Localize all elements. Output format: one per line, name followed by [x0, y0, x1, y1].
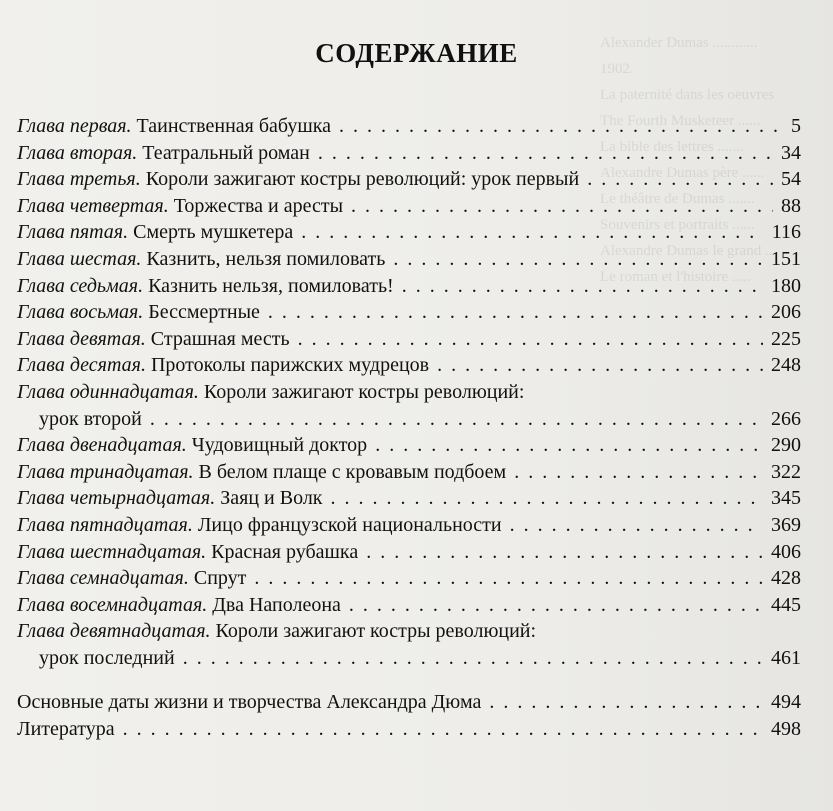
page-number: 225	[771, 327, 801, 350]
page-title: СОДЕРЖАНИЕ	[315, 38, 518, 68]
toc-entry-continuation	[17, 645, 801, 672]
dot-leader	[318, 140, 773, 167]
dot-leader	[150, 406, 763, 433]
toc-entry	[17, 485, 801, 512]
dot-leader	[254, 565, 763, 592]
page-number: 461	[771, 646, 801, 669]
toc-entry	[17, 326, 801, 353]
chapter-title: Лицо французской национальности	[192, 513, 502, 536]
page-number: 88	[781, 194, 801, 217]
chapter-title: Короли зажигают костры революций: урок первый	[140, 168, 580, 191]
chapter-number: Глава шестнадцатая.	[17, 540, 207, 563]
dot-leader	[301, 219, 764, 246]
dot-leader	[366, 539, 763, 566]
chapter-number: Глава шестая.	[17, 247, 142, 270]
toc-entry	[17, 352, 801, 379]
chapter-title: Театральный роман	[137, 141, 310, 164]
page-number: 151	[771, 247, 801, 270]
chapter-number: Глава третья.	[17, 168, 141, 191]
dot-leader	[489, 689, 763, 716]
chapter-number: Глава двенадцатая.	[17, 434, 187, 457]
dot-leader	[183, 645, 763, 672]
page-number: 369	[771, 513, 801, 536]
toc-entry	[17, 539, 801, 566]
toc-entry	[17, 299, 801, 326]
chapter-number: Глава девятая.	[17, 327, 146, 350]
chapter-title: Таинственная бабушка	[131, 115, 332, 137]
dot-leader	[393, 246, 763, 273]
page-number: 445	[771, 593, 801, 616]
page-number: 54	[781, 168, 801, 191]
chapter-title: Протоколы парижских мудрецов	[145, 354, 430, 377]
show-through-text: Alexander Dumas ............ 1902. La paternité dans les oeuvres The Fourth Musketeer ...... La bible des lettres ....... Alexandre Dumas père ...... Le théâtre de Dumas ....... Souvenirs et portraits ...... Alexandre Dumas le grand .. Le roman et l'histoire .....	[600, 35, 775, 285]
dot-leader	[351, 193, 773, 220]
toc-appendix-entry	[17, 716, 801, 743]
chapter-number: Глава девятнадцатая.	[17, 620, 211, 643]
dot-leader	[331, 485, 763, 512]
toc-entry	[17, 113, 801, 140]
chapter-number: Глава десятая.	[17, 354, 146, 377]
page-number: 34	[781, 141, 801, 164]
chapter-number: Глава седьмая.	[17, 274, 144, 297]
table-of-contents	[17, 113, 801, 743]
dot-leader	[437, 352, 763, 379]
chapter-title: Короли зажигают костры революций:	[198, 380, 525, 403]
toc-entry-continuation	[17, 406, 801, 433]
toc-entry	[17, 592, 801, 619]
page-number: 266	[771, 407, 801, 430]
chapter-number: Глава семнадцатая.	[17, 567, 189, 590]
dot-leader	[375, 432, 763, 459]
toc-entry	[17, 193, 801, 220]
chapter-number: Глава первая.	[17, 115, 132, 137]
dot-leader	[402, 273, 763, 300]
page-number: 345	[771, 487, 801, 510]
chapter-number: Глава восьмая.	[17, 301, 144, 324]
chapter-title: Короли зажигают костры революций:	[210, 620, 537, 643]
page-number: 180	[771, 274, 801, 297]
chapter-title: Красная рубашка	[206, 540, 359, 563]
chapter-number: Глава четырнадцатая.	[17, 487, 216, 510]
page-number: 5	[791, 115, 801, 137]
toc-entry	[17, 140, 801, 167]
page-number: 206	[771, 301, 801, 324]
chapter-number: Глава четвертая.	[17, 194, 169, 217]
appendix-title: Литература	[17, 718, 115, 741]
chapter-number: Глава пятая.	[17, 221, 129, 244]
toc-appendix-entry	[17, 689, 801, 716]
toc-entry	[17, 246, 801, 273]
chapter-number: Глава одиннадцатая.	[17, 380, 199, 403]
chapter-title: Два Наполеона	[207, 593, 341, 616]
appendix-title: Основные даты жизни и творчества Александра Дюма	[17, 691, 482, 714]
chapter-number: Глава восемнадцатая.	[17, 593, 208, 616]
page-number: 406	[771, 540, 801, 563]
page-number: 116	[771, 221, 801, 244]
chapter-title: В белом плаще с кровавым подбоем	[193, 460, 507, 483]
chapter-title-continuation: урок второй	[39, 407, 142, 430]
chapter-title: Казнить нельзя, помиловать!	[143, 274, 394, 297]
page-number: 494	[771, 691, 801, 714]
chapter-title: Бессмертные	[143, 301, 260, 324]
toc-entry	[17, 273, 801, 300]
toc-entry	[17, 379, 801, 406]
dot-leader	[339, 113, 783, 140]
dot-leader	[587, 166, 773, 193]
toc-entry	[17, 166, 801, 193]
toc-entry	[17, 432, 801, 459]
dot-leader	[268, 299, 763, 326]
page-number: 428	[771, 567, 801, 590]
chapter-title: Страшная месть	[145, 327, 290, 350]
toc-entry	[17, 618, 801, 645]
chapter-number: Глава вторая.	[17, 141, 138, 164]
dot-leader	[349, 592, 763, 619]
dot-leader	[514, 459, 763, 486]
chapter-title: Спрут	[188, 567, 247, 590]
toc-entry	[17, 512, 801, 539]
page-number: 248	[771, 354, 801, 377]
chapter-title: Чудовищный доктор	[186, 434, 368, 457]
chapter-title: Смерть мушкетера	[128, 221, 294, 244]
toc-entry	[17, 459, 801, 486]
chapter-title: Торжества и аресты	[168, 194, 344, 217]
page-number: 322	[771, 460, 801, 483]
page-number: 498	[771, 718, 801, 741]
chapter-number: Глава тринадцатая.	[17, 460, 194, 483]
toc-entry	[17, 219, 801, 246]
dot-leader	[123, 716, 763, 743]
chapter-title: Казнить, нельзя помиловать	[141, 247, 386, 270]
chapter-title: Заяц и Волк	[215, 487, 323, 510]
dot-leader	[298, 326, 763, 353]
toc-entry	[17, 565, 801, 592]
dot-leader	[510, 512, 763, 539]
chapter-number: Глава пятнадцатая.	[17, 513, 193, 536]
chapter-title-continuation: урок последний	[39, 646, 175, 669]
page-number: 290	[771, 434, 801, 457]
